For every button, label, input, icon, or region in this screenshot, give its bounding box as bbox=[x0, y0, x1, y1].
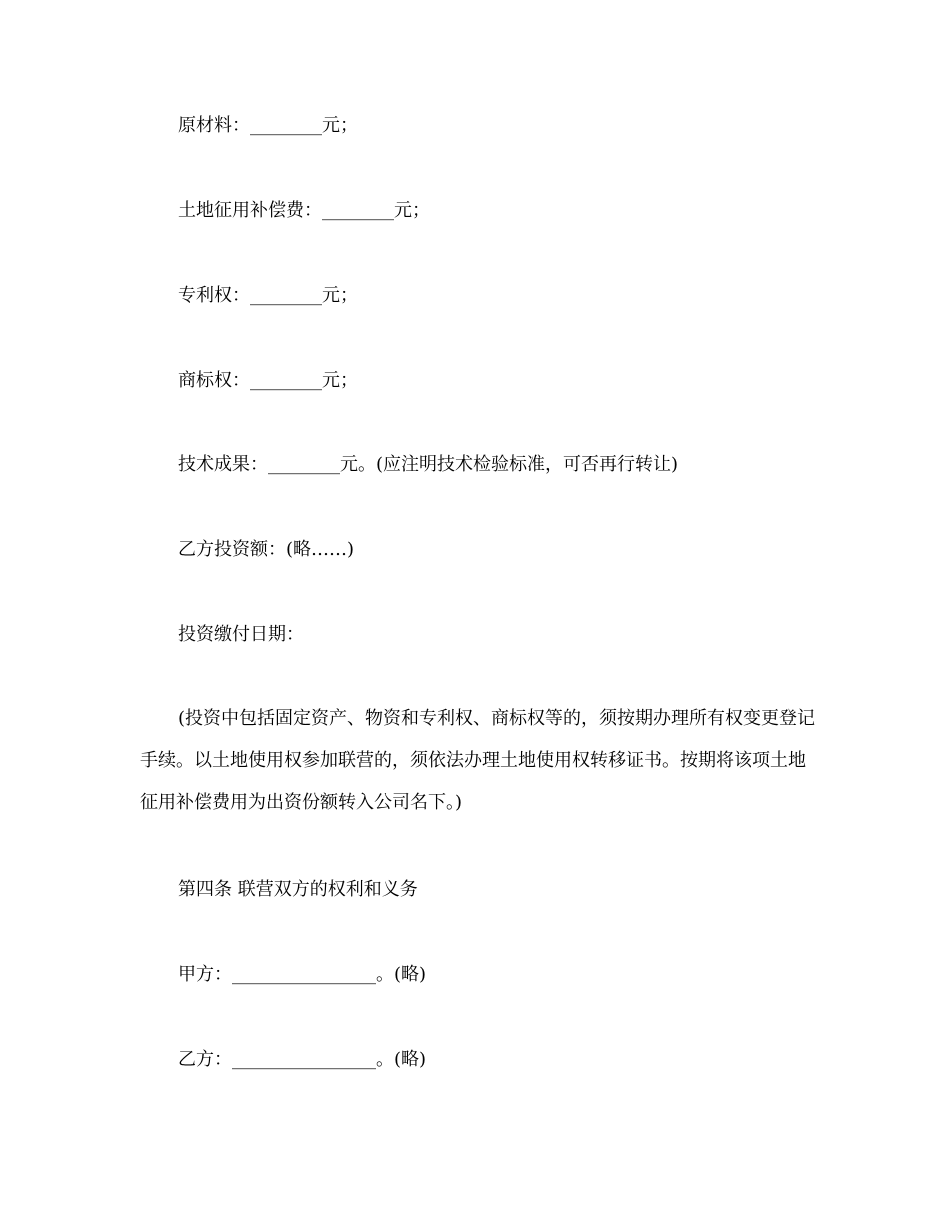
party-b-investment-line: 乙方投资额：(略……) bbox=[178, 539, 355, 560]
article-four-title: 第四条 联营双方的权利和义务 bbox=[178, 879, 418, 900]
trademark-line: 商标权：________元； bbox=[178, 370, 358, 391]
investment-note-paragraph: (投资中包括固定资产、物资和专利权、商标权等的，须按期办理所有权变更登记手续。以土地使用权参加联营的，须依法办理土地使用权转移证书。按期将该项土地征用补偿费用为出资份额转入公司名下。) bbox=[140, 708, 816, 813]
patent-line: 专利权：________元； bbox=[178, 285, 358, 306]
land-compensation-line: 土地征用补偿费：________元； bbox=[178, 200, 430, 221]
party-a-line: 甲方：________________。(略) bbox=[178, 964, 427, 985]
raw-materials-line: 原材料：________元； bbox=[178, 115, 358, 136]
technology-line: 技术成果：________元。(应注明技术检验标准，可否再行转让) bbox=[178, 454, 679, 475]
party-b-line: 乙方：________________。(略) bbox=[178, 1049, 427, 1070]
payment-date-line: 投资缴付日期： bbox=[178, 624, 304, 645]
